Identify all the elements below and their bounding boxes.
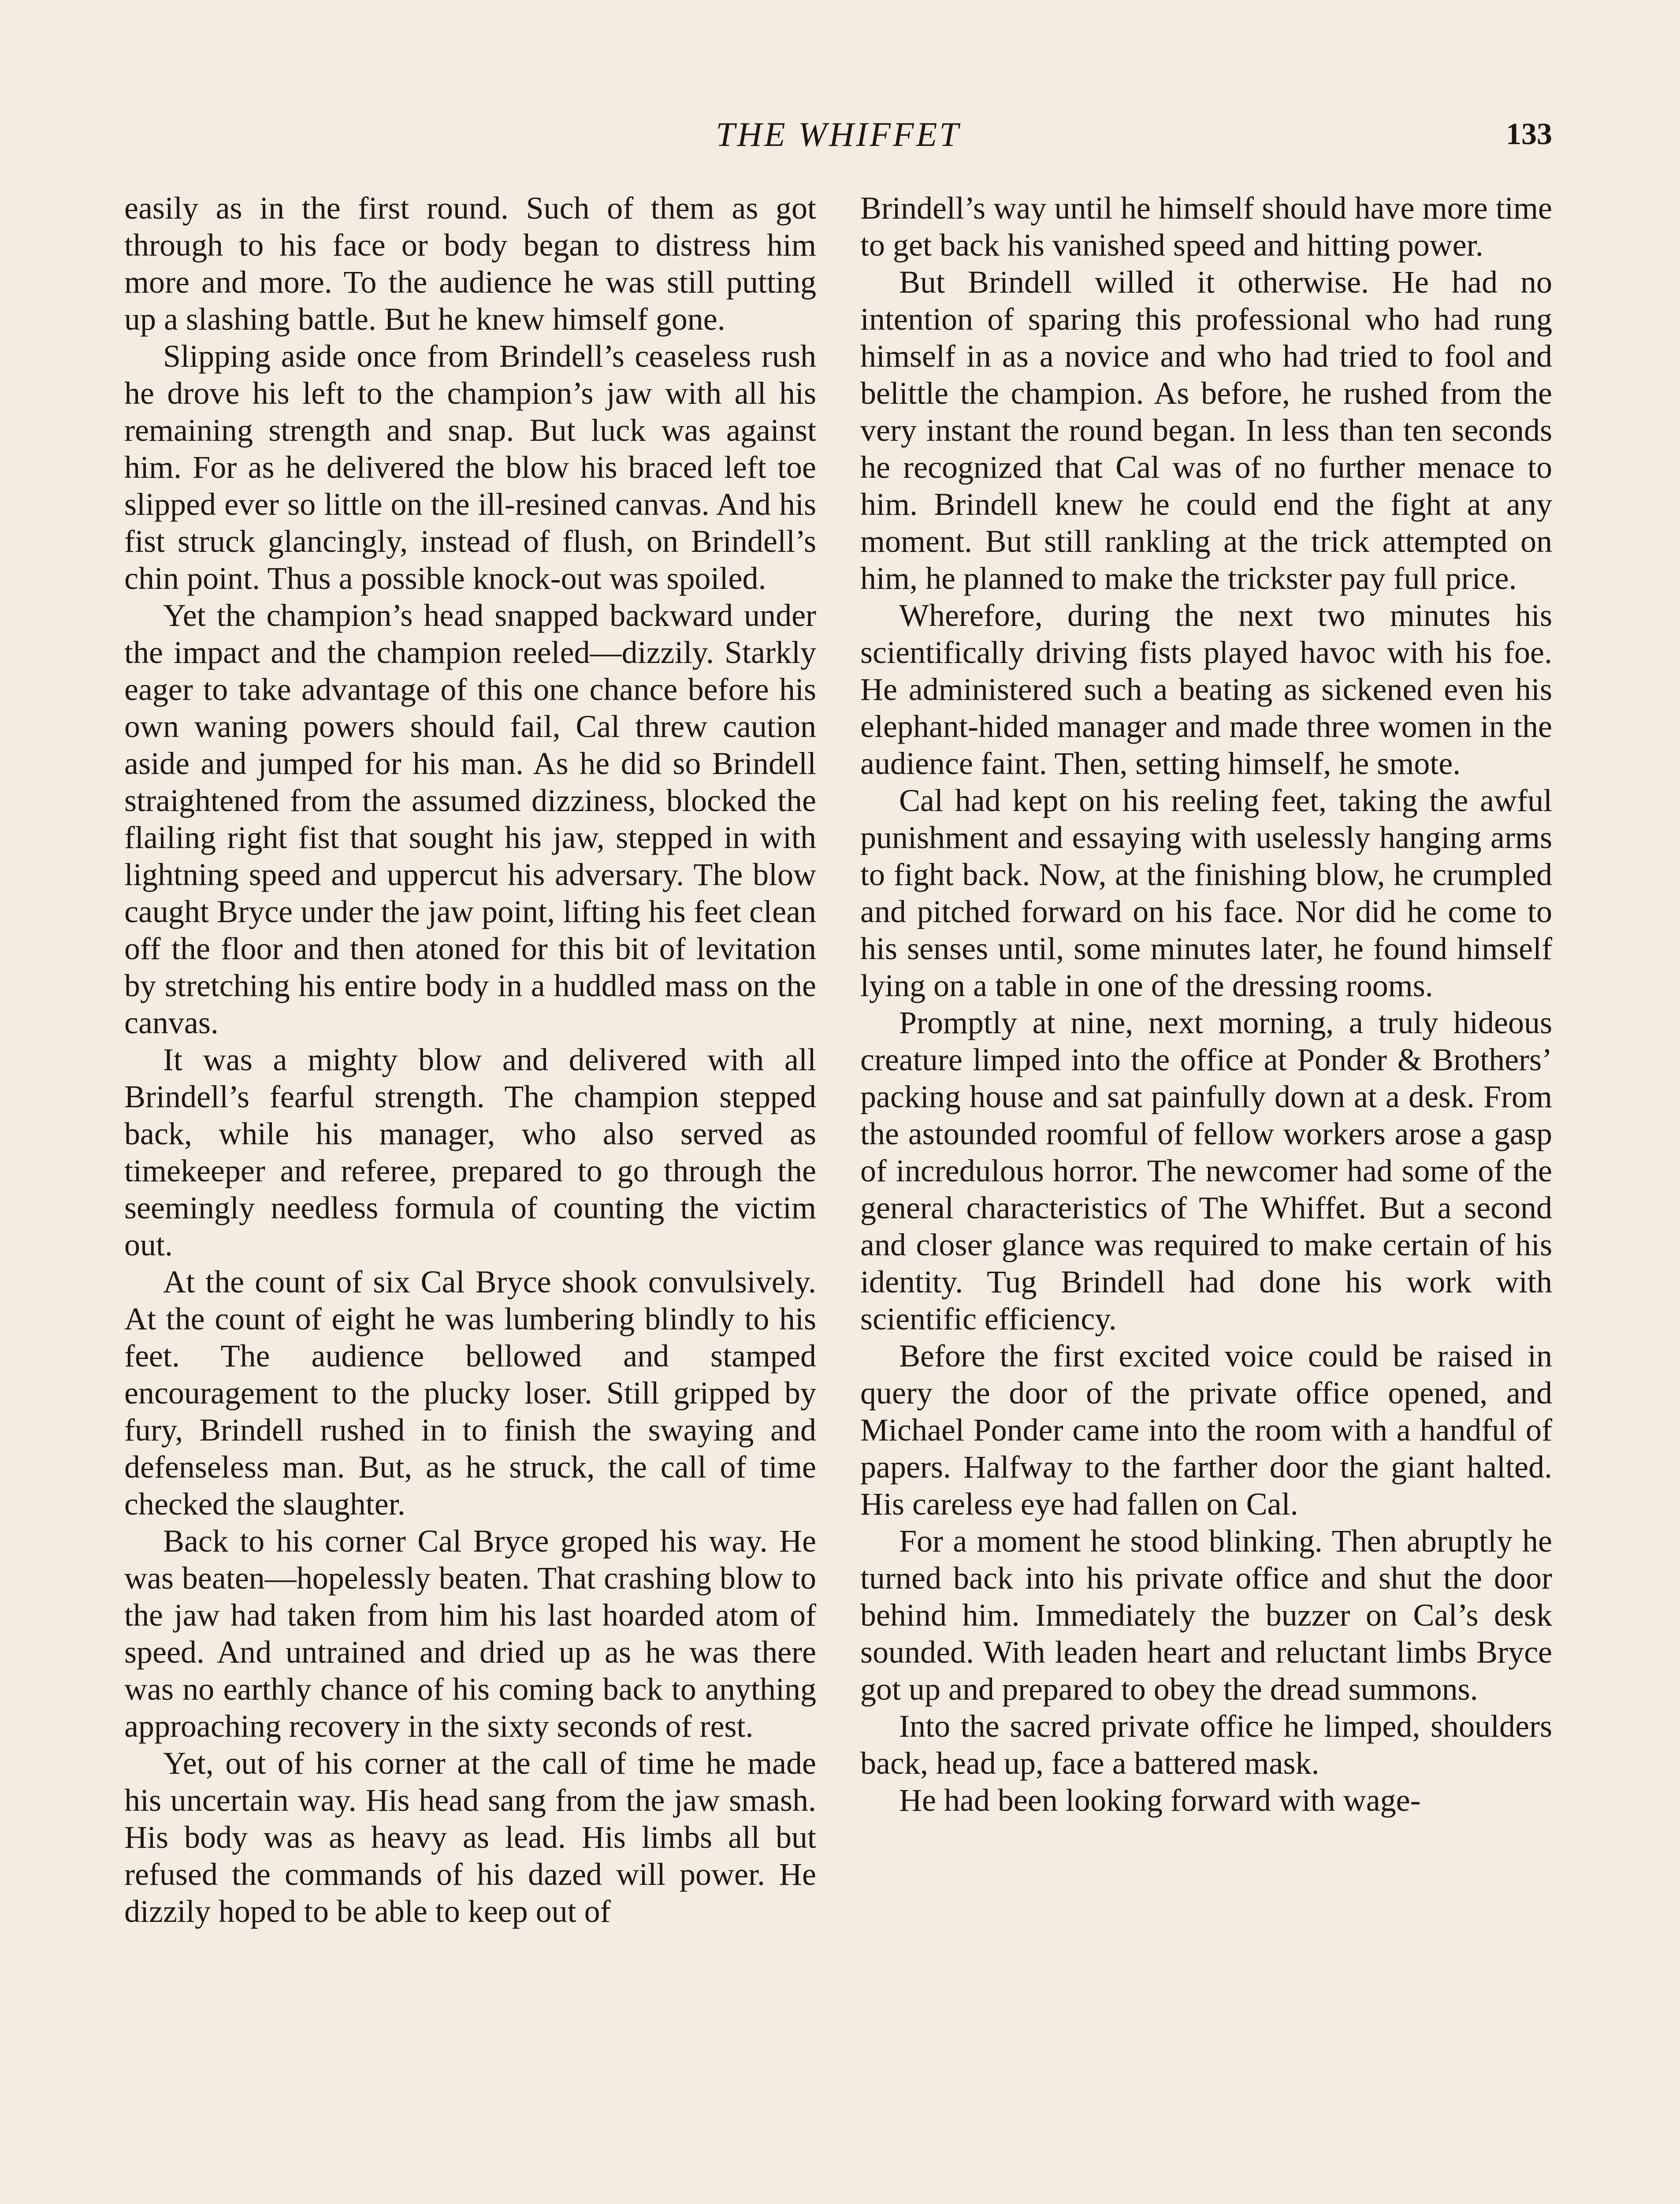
paragraph: Wherefore, during the next two minutes his scientifically driving fists played havoc with his foe. He administered such a beating as sickened even his elephant-hided manager and made three women in the audience faint. Then, setting himself, he smote. <box>860 598 1552 781</box>
paragraph: Cal had kept on his reeling feet, taking the awful punishment and essaying with uselessly hanging arms to fight back. Now, at the finishing blow, he crumpled and pitched forward on his face. Nor did he come to his senses until, some minutes later, he found himself lying on a table in one of the dressing rooms. <box>860 783 1552 1003</box>
right-column <box>860 190 1552 1819</box>
paragraph: Into the sacred private office he limped, shoulders back, head up, face a battered mask. <box>860 1709 1552 1781</box>
paragraph: It was a mighty blow and delivered with all Brindell’s fearful strength. The champion stepped back, while his manager, who also served as timekeeper and referee, prepared to go through the seemingly needless formula of counting the victim out. <box>124 1042 816 1262</box>
paragraph: At the count of six Cal Bryce shook convulsively. At the count of eight he was lumbering blindly to his feet. The audience bellowed and stamped encouragement to the plucky loser. Still gripped by fury, Brindell rushed in to finish the swaying and defenseless man. But, as he struck, the call of time checked the slaughter. <box>124 1264 816 1522</box>
page-number: 133 <box>1506 117 1552 151</box>
paragraph: Yet, out of his corner at the call of time he made his uncertain way. His head sang from the jaw smash. His body was as heavy as lead. His limbs all but refused the commands of his dazed will power. He dizzily hoped to be able to keep out of <box>124 1746 816 1929</box>
paragraph: Yet the champion’s head snapped backward under the impact and the champion reeled—dizzily. Starkly eager to take advantage of this one chance before his own waning powers should fail, Cal threw caution aside and jumped for his man. As he did so Brindell straightened from the assumed dizziness, blocked the flailing right fist that sought his jaw, stepped in with lightning speed and uppercut his adversary. The blow caught Bryce under the jaw point, lifting his feet clean off the floor and then atoned for this bit of levitation by stretching his entire body in a huddled mass on the canvas. <box>124 598 816 1040</box>
paragraph: Slipping aside once from Brindell’s ceaseless rush he drove his left to the champion’s jaw with all his remaining strength and snap. But luck was against him. For as he delivered the blow his braced left toe slipped ever so little on the ill-resined canvas. And his fist struck glancingly, instead of flush, on Brindell’s chin point. Thus a possible knock-out was spoiled. <box>124 339 816 596</box>
running-title: THE WHIFFET <box>716 115 961 153</box>
paragraph: Brindell’s way until he himself should have more time to get back his vanished speed and hitting power. <box>860 190 1552 263</box>
paragraph: Back to his corner Cal Bryce groped his way. He was beaten—hopelessly beaten. That crashing blow to the jaw had taken from him his last hoarded atom of speed. And untrained and dried up as he was there was no earthly chance of his coming back to anything approaching recovery in the sixty seconds of rest. <box>124 1523 816 1744</box>
page-header <box>124 110 1552 159</box>
paragraph: Before the first excited voice could be raised in query the door of the private office opened, and Michael Ponder came into the room with a handful of papers. Halfway to the farther door the giant halted. His careless eye had fallen on Cal. <box>860 1338 1552 1522</box>
paragraph: Promptly at nine, next morning, a truly hideous creature limped into the office at Ponder & Brothers’ packing house and sat painfully down at a desk. From the astounded roomful of fellow workers arose a gasp of incredulous horror. The newcomer had some of the general characteristics of The Whiffet. But a second and closer glance was required to make certain of his identity. Tug Brindell had done his work with scientific efficiency. <box>860 1005 1552 1337</box>
paragraph: easily as in the first round. Such of them as got through to his face or body began to distress him more and more. To the audience he was still putting up a slashing battle. But he knew himself gone. <box>124 190 816 337</box>
paragraph: But Brindell willed it otherwise. He had no intention of sparing this professional who had rung himself in as a novice and who had tried to fool and belittle the champion. As before, he rushed from the very instant the round began. In less than ten seconds he recognized that Cal was of no further menace to him. Brindell knew he could end the fight at any moment. But still rankling at the trick attempted on him, he planned to make the trickster pay full price. <box>860 264 1552 596</box>
paragraph: He had been looking forward with wage- <box>899 1783 1421 1818</box>
paragraph: For a moment he stood blinking. Then abruptly he turned back into his private office and shut the door behind him. Immediately the buzzer on Cal’s desk sounded. With leaden heart and reluctant limbs Bryce got up and prepared to obey the dread summons. <box>860 1523 1552 1707</box>
left-column <box>124 190 816 1930</box>
